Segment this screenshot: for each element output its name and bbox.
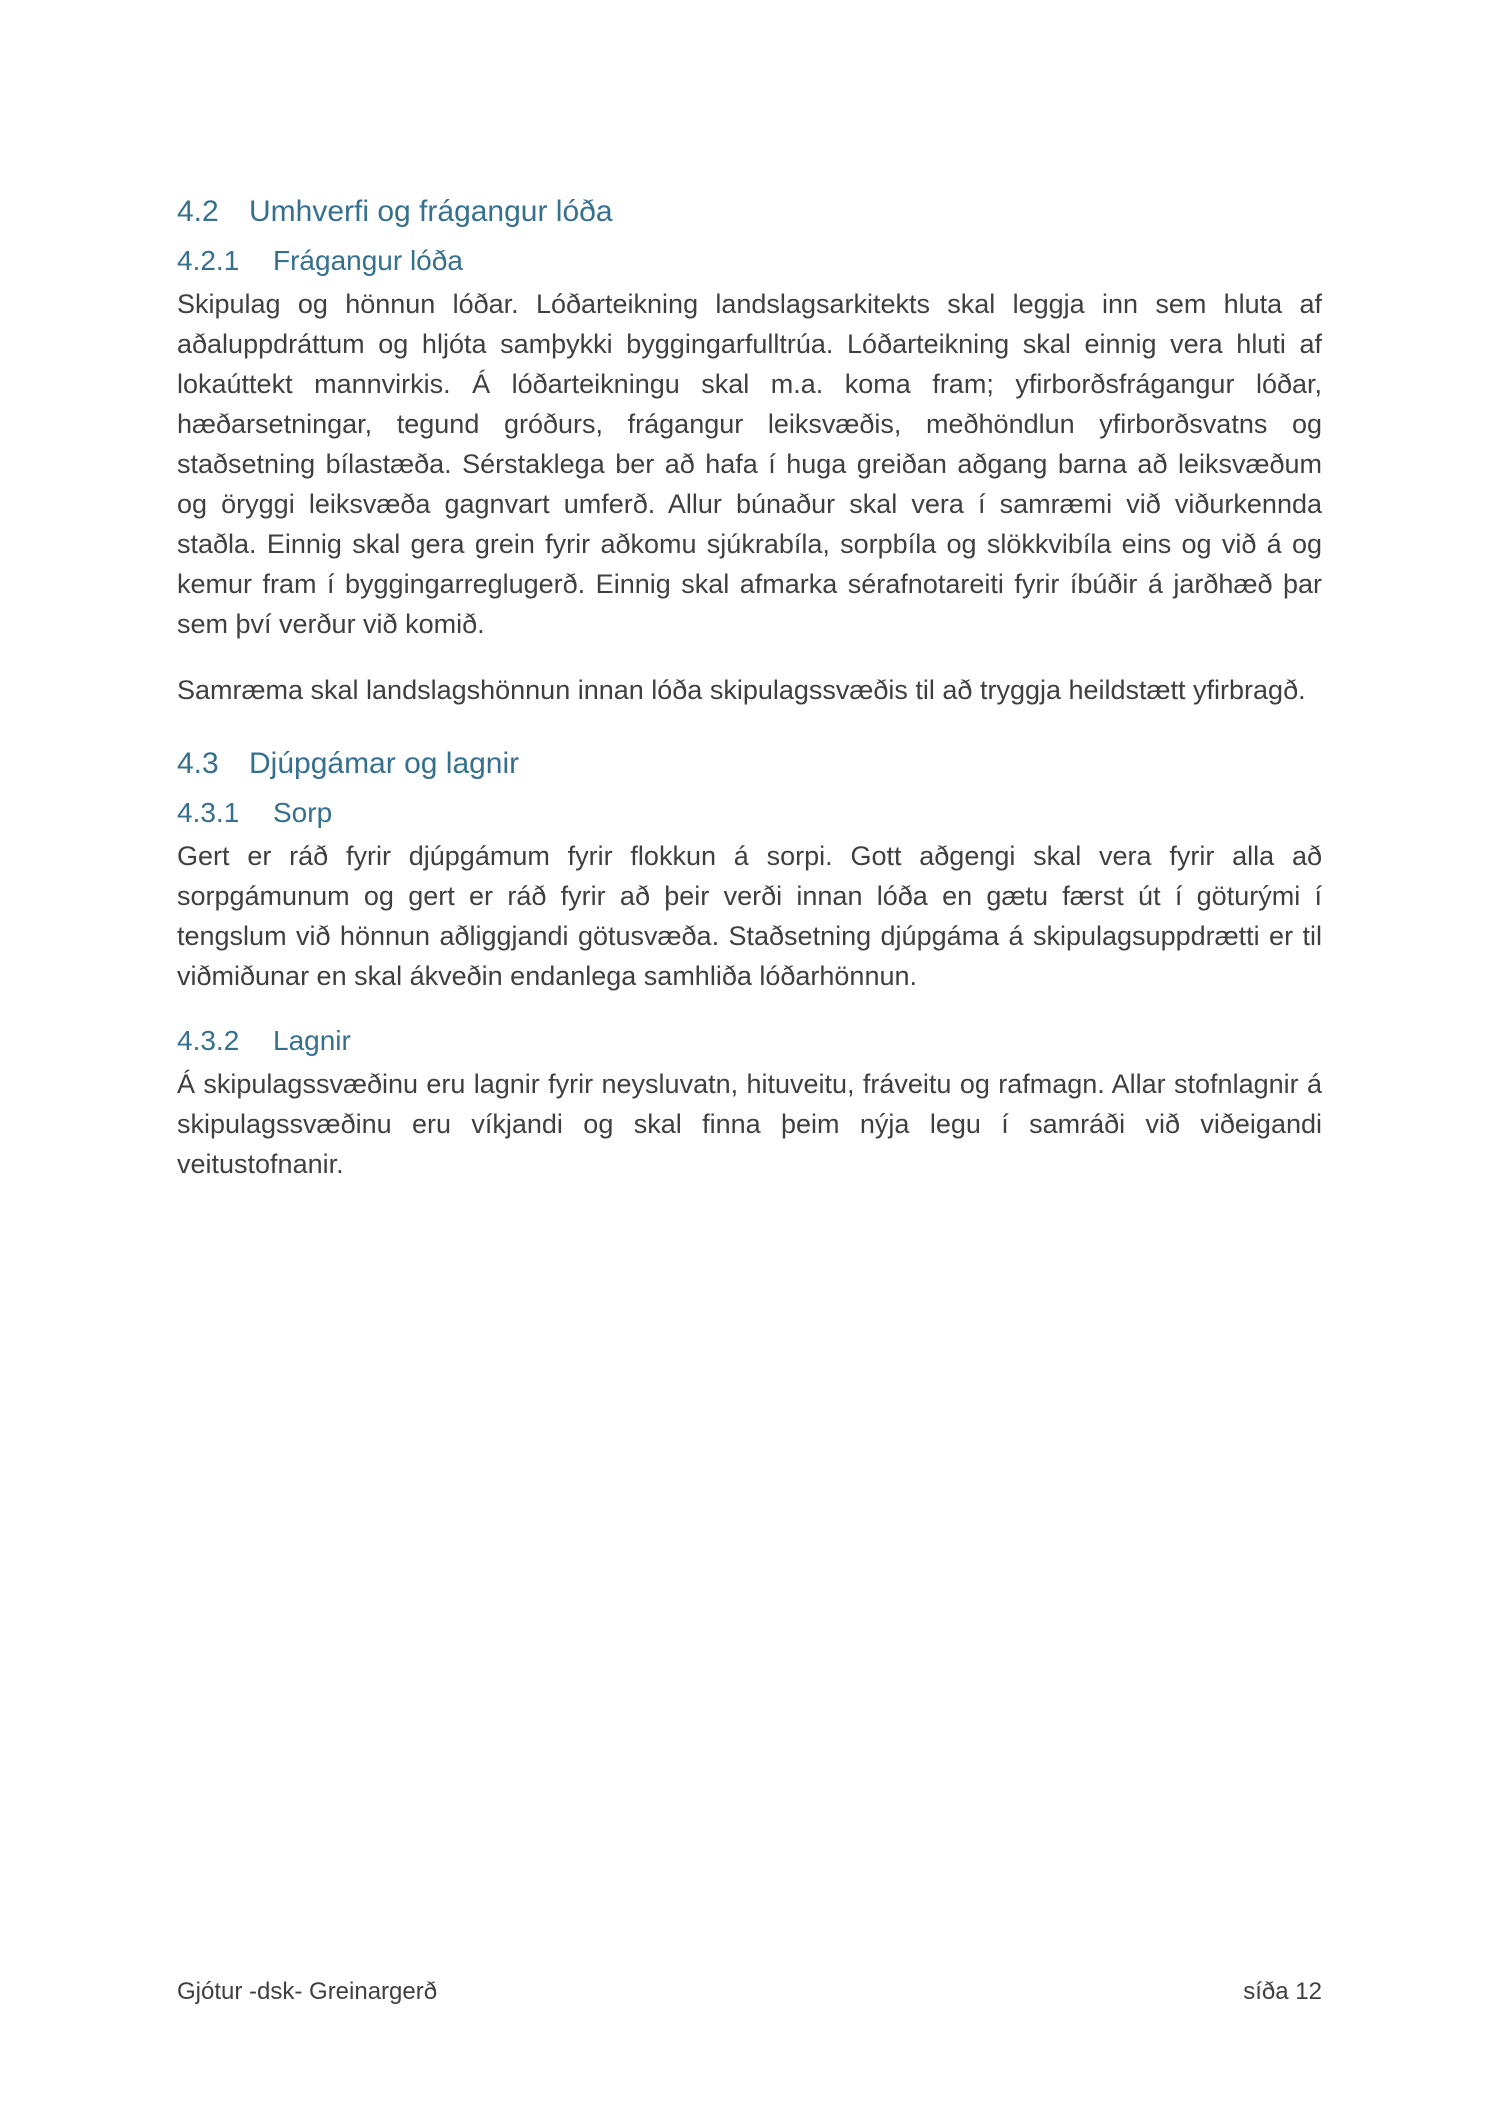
paragraph-sorp: Gert er ráð fyrir djúpgámum fyrir flokkun á sorpi. Gott aðgengi skal vera fyrir alla að sorpgámunum og gert er ráð fyrir að þeir verði innan lóða en gætu færst út í göturými í tengslum við hönnun aðliggjandi götusvæða. Staðsetning djúpgáma á skipulagsuppdrætti er til viðmiðunar en skal ákveðin endanlega samhliða lóðarhönnun.: [177, 841, 1322, 991]
document-page-content: [177, 192, 1322, 1210]
paragraph-lagnir: Á skipulagssvæðinu eru lagnir fyrir neysluvatn, hituveitu, fráveitu og rafmagn. Allar stofnlagnir á skipulagssvæðinu eru víkjandi og skal finna þeim nýja legu í samráði við viðeigandi veitustofnanir.: [177, 1069, 1322, 1179]
heading-number: 4.3: [177, 747, 219, 780]
heading-title: Djúpgámar og lagnir: [249, 747, 520, 780]
section-heading-4-3: [177, 744, 1322, 784]
heading-number: 4.2.1: [177, 245, 240, 276]
subsection-heading-4-3-2: [177, 1022, 1322, 1060]
footer-document-title: Gjótur -dsk- Greinargerð: [177, 1978, 438, 2005]
subsection-heading-4-3-1: [177, 794, 1322, 832]
heading-title: Lagnir: [273, 1025, 351, 1056]
heading-number: 4.3.1: [177, 797, 240, 828]
footer-page-number: síða 12: [1243, 1978, 1322, 2005]
subsection-heading-4-2-1: [177, 242, 1322, 280]
section-heading-4-2: [177, 192, 1322, 232]
paragraph-samraema: Samræma skal landslagshönnun innan lóða skipulagssvæðis til að tryggja heildstætt yfirbragð.: [177, 675, 1306, 705]
heading-number: 4.2: [177, 195, 219, 228]
heading-title: Umhverfi og frágangur lóða: [249, 195, 613, 228]
paragraph-fragangur-loda: Skipulag og hönnun lóðar. Lóðarteikning landslagsarkitekts skal leggja inn sem hluta af aðaluppdráttum og hljóta samþykki byggingarfulltrúa. Lóðarteikning skal einnig vera hluti af lokaúttekt mannvirkis. Á lóðarteikningu skal m.a. koma fram; yfirborðsfrágangur lóðar, hæðarsetningar, tegund gróðurs, frágangur leiksvæðis, meðhöndlun yfirborðsvatns og staðsetning bílastæða. Sérstaklega ber að hafa í huga greiðan aðgang barna að leiksvæðum og öryggi leiksvæða gagnvart umferð. Allur búnaður skal vera í samræmi við viðurkennda staðla. Einnig skal gera grein fyrir aðkomu sjúkrabíla, sorpbíla og slökkvibíla eins og við á og kemur fram í byggingarreglugerð. Einnig skal afmarka sérafnotareiti fyrir íbúðir á jarðhæð þar sem því verður við komið.: [177, 289, 1322, 639]
heading-number: 4.3.2: [177, 1025, 240, 1056]
heading-title: Sorp: [273, 797, 333, 828]
heading-title: Frágangur lóða: [273, 245, 463, 276]
page-footer: [177, 1978, 1322, 2006]
